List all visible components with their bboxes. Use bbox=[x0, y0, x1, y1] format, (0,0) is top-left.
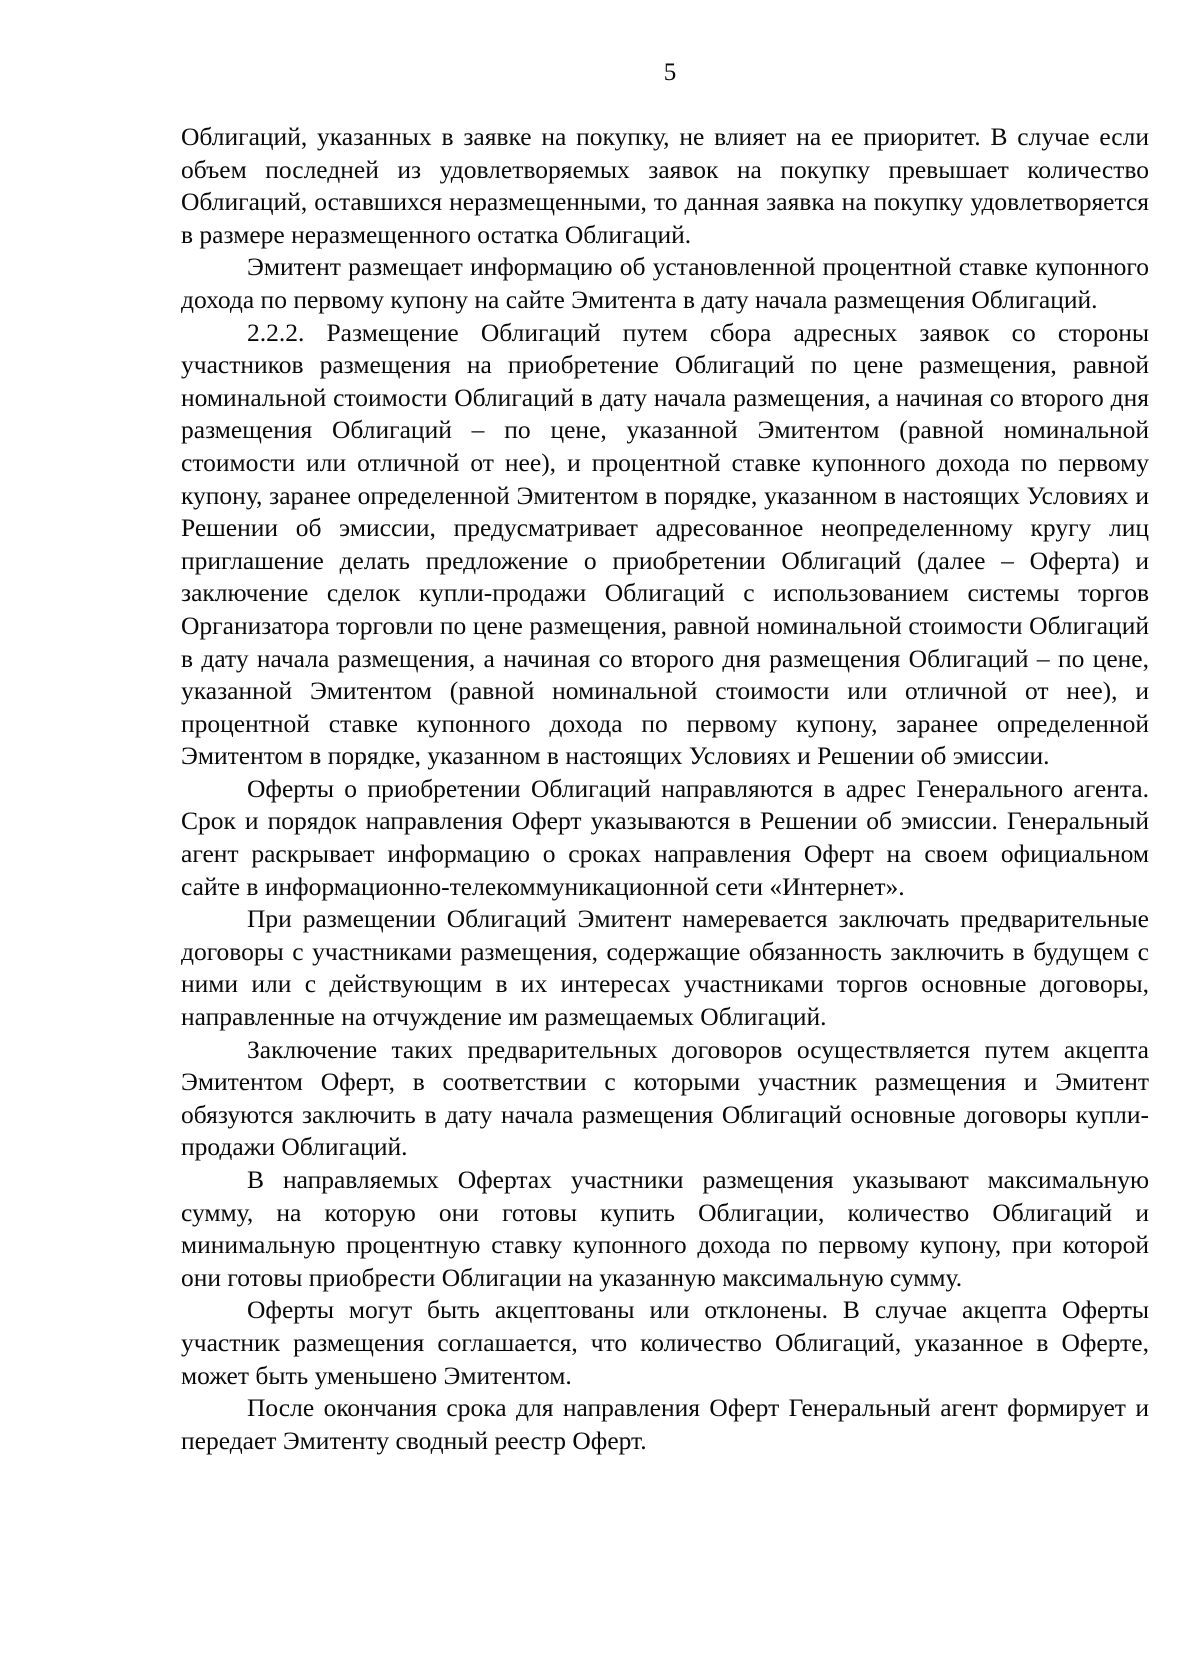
paragraph-coupon-rate-disclosure: Эмитент размещает информацию об установленной процентной ставке купонного дохода по первому купону на сайте Эмитента в дату начала размещения Облигаций. bbox=[181, 252, 1149, 314]
page-number: 5 bbox=[663, 59, 677, 86]
paragraph-offer-contents: В направляемых Офертах участники размещения указывают максимальную сумму, на которую они готовы купить Облигации, количество Облигаций и минимальную процентную ставку купонного дохода по первому купону, при которой они готовы приобрести Облигации на указанную максимальную сумму. bbox=[181, 1165, 1149, 1292]
body-text bbox=[181, 121, 1149, 1457]
paragraph-offer-accept-or-reject: Оферты могут быть акцептованы или отклонены. В случае акцепта Оферты участник размещения соглашается, что количество Облигаций, указанное в Оферте, может быть уменьшено Эмитентом. bbox=[181, 1295, 1149, 1390]
paragraph-offer-acceptance: Заключение таких предварительных договоров осуществляется путем акцепта Эмитентом Оферт, в соответствии с которыми участник размещения и Эмитент обязуются заключить в дату начала размещения Облигаций основные договоры купли-продажи Облигаций. bbox=[181, 1034, 1149, 1162]
paragraph-continuation: Облигаций, указанных в заявке на покупку, не влияет на ее приоритет. В случае если объем последней из удовлетворяемых заявок на покупку превышает количество Облигаций, оставшихся неразмещенными, то данная заявка на покупку удовлетворяется в размере неразмещенного остатка Облигаций. bbox=[181, 122, 1149, 249]
paragraph-section-2-2-2: 2.2.2. Размещение Облигаций путем сбора адресных заявок со стороны участников размещения на приобретение Облигаций по цене размещения, равной номинальной стоимости Облигаций в дату начала размещения, а начиная со второго дня размещения Облигаций – по цене, указанной Эмитентом (равной номинальной стоимости или отличной от нее), и процентной ставке купонного дохода по первому купону, заранее определенной Эмитентом в порядке, указанном в настоящих Условиях и Решении об эмиссии, предусматривает адресованное неопределенному кругу лиц приглашение делать предложение о приобретении Облигаций (далее – Оферта) и заключение сделок купли-продажи Облигаций с использованием системы торгов Организатора торговли по цене размещения, равной номинальной стоимости Облигаций в дату начала размещения, а начиная со второго дня размещения Облигаций – по цене, указанной Эмитентом (равной номинальной стоимости или отличной от нее), и процентной ставке купонного дохода по первому купону, заранее определенной Эмитентом в порядке, указанном в настоящих Условиях и Решении об эмиссии. bbox=[181, 317, 1149, 771]
paragraph-summary-register: После окончания срока для направления Оферт Генеральный агент формирует и передает Эмитенту сводный реестр Оферт. bbox=[181, 1393, 1149, 1455]
paragraph-offers-to-general-agent: Оферты о приобретении Облигаций направляются в адрес Генерального агента. Срок и порядок направления Оферт указываются в Решении об эмиссии. Генеральный агент раскрывает информацию о сроках направления Оферт на своем официальном сайте в информационно-телекоммуникационной сети «Интернет». bbox=[181, 773, 1149, 901]
paragraph-preliminary-agreements: При размещении Облигаций Эмитент намеревается заключать предварительные договоры с участниками размещения, содержащие обязанность заключить в будущем с ними или с действующим в их интересах участниками торгов основные договоры, направленные на отчуждение им размещаемых Облигаций. bbox=[181, 904, 1149, 1032]
